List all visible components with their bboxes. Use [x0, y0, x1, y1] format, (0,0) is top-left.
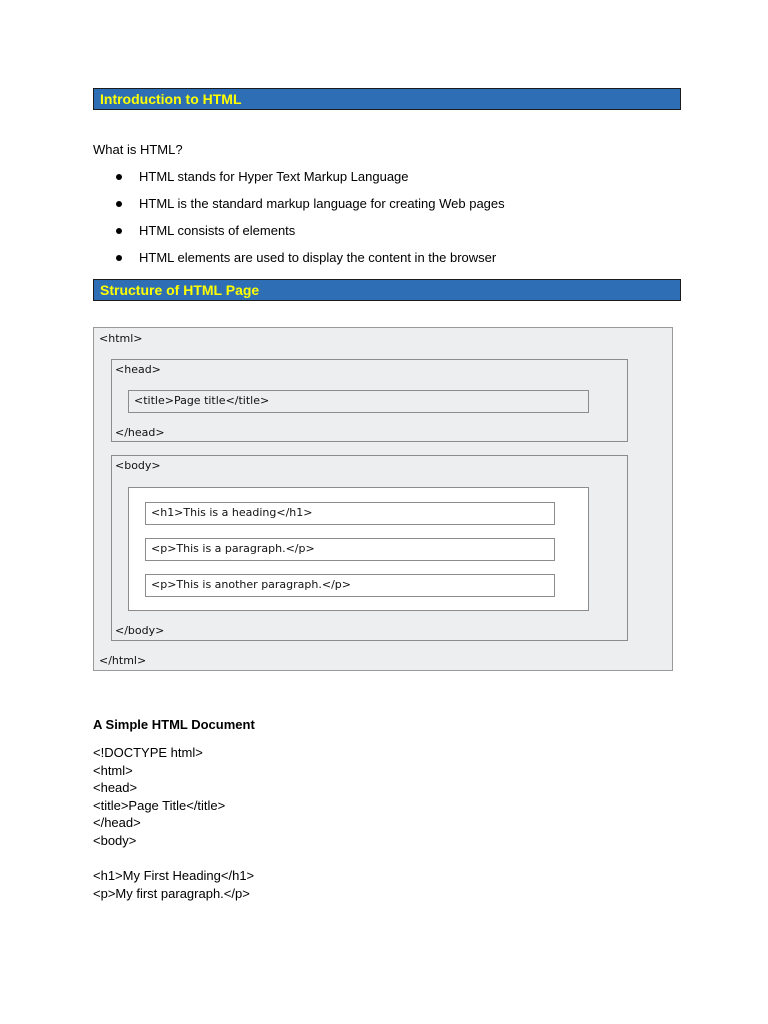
html-open-tag: <html>: [99, 332, 143, 345]
bullet-text: HTML is the standard markup language for creating Web pages: [139, 196, 505, 211]
code-line: <html>: [93, 762, 133, 778]
h1-line-text: <h1>This is a heading</h1>: [151, 506, 313, 519]
code-line: <!DOCTYPE html>: [93, 745, 203, 760]
p1-line-text: <p>This is a paragraph.</p>: [151, 542, 315, 555]
p2-line-box: [145, 574, 555, 597]
list-item: [93, 192, 653, 219]
title-line-box: [128, 390, 589, 413]
section-heading-introduction: Introduction to HTML: [93, 88, 681, 110]
head-box: [111, 359, 628, 442]
list-item: [93, 219, 653, 246]
head-open-tag: <head>: [115, 363, 161, 376]
code-line: <p>My first paragraph.</p>: [93, 885, 250, 901]
bullet-text: HTML stands for Hyper Text Markup Language: [139, 169, 409, 184]
simple-document-heading: A Simple HTML Document: [93, 717, 255, 732]
section-heading-structure: Structure of HTML Page: [93, 279, 681, 301]
intro-question: What is HTML?: [93, 142, 183, 157]
bullet-icon: [116, 201, 122, 207]
list-item: [93, 165, 653, 192]
bullet-text: HTML consists of elements: [139, 223, 296, 238]
body-open-tag: <body>: [115, 459, 161, 472]
bullet-icon: [116, 255, 122, 261]
code-line: [93, 850, 254, 868]
title-line-text: <title>Page title</title>: [134, 394, 270, 407]
html-structure-diagram: [93, 327, 673, 671]
p1-line-box: [145, 538, 555, 561]
list-item: [93, 246, 653, 273]
intro-bullet-list: [93, 165, 653, 273]
p2-line-text: <p>This is another paragraph.</p>: [151, 578, 351, 591]
bullet-text: HTML elements are used to display the content in the browser: [139, 250, 497, 265]
body-box: [111, 455, 628, 641]
html-close-tag: </html>: [99, 654, 147, 667]
code-line: <head>: [93, 780, 138, 796]
body-content-box: [128, 487, 589, 611]
code-line: <body>: [93, 832, 137, 848]
h1-line-box: [145, 502, 555, 525]
code-line: </head>: [93, 815, 141, 831]
code-line: <h1>My First Heading</h1>: [93, 868, 255, 884]
head-close-tag: </head>: [115, 426, 165, 439]
bullet-icon: [116, 228, 122, 234]
body-close-tag: </body>: [115, 624, 165, 637]
bullet-icon: [116, 174, 122, 180]
simple-document-code: [93, 744, 254, 902]
code-line: <title>Page Title</title>: [93, 797, 226, 813]
